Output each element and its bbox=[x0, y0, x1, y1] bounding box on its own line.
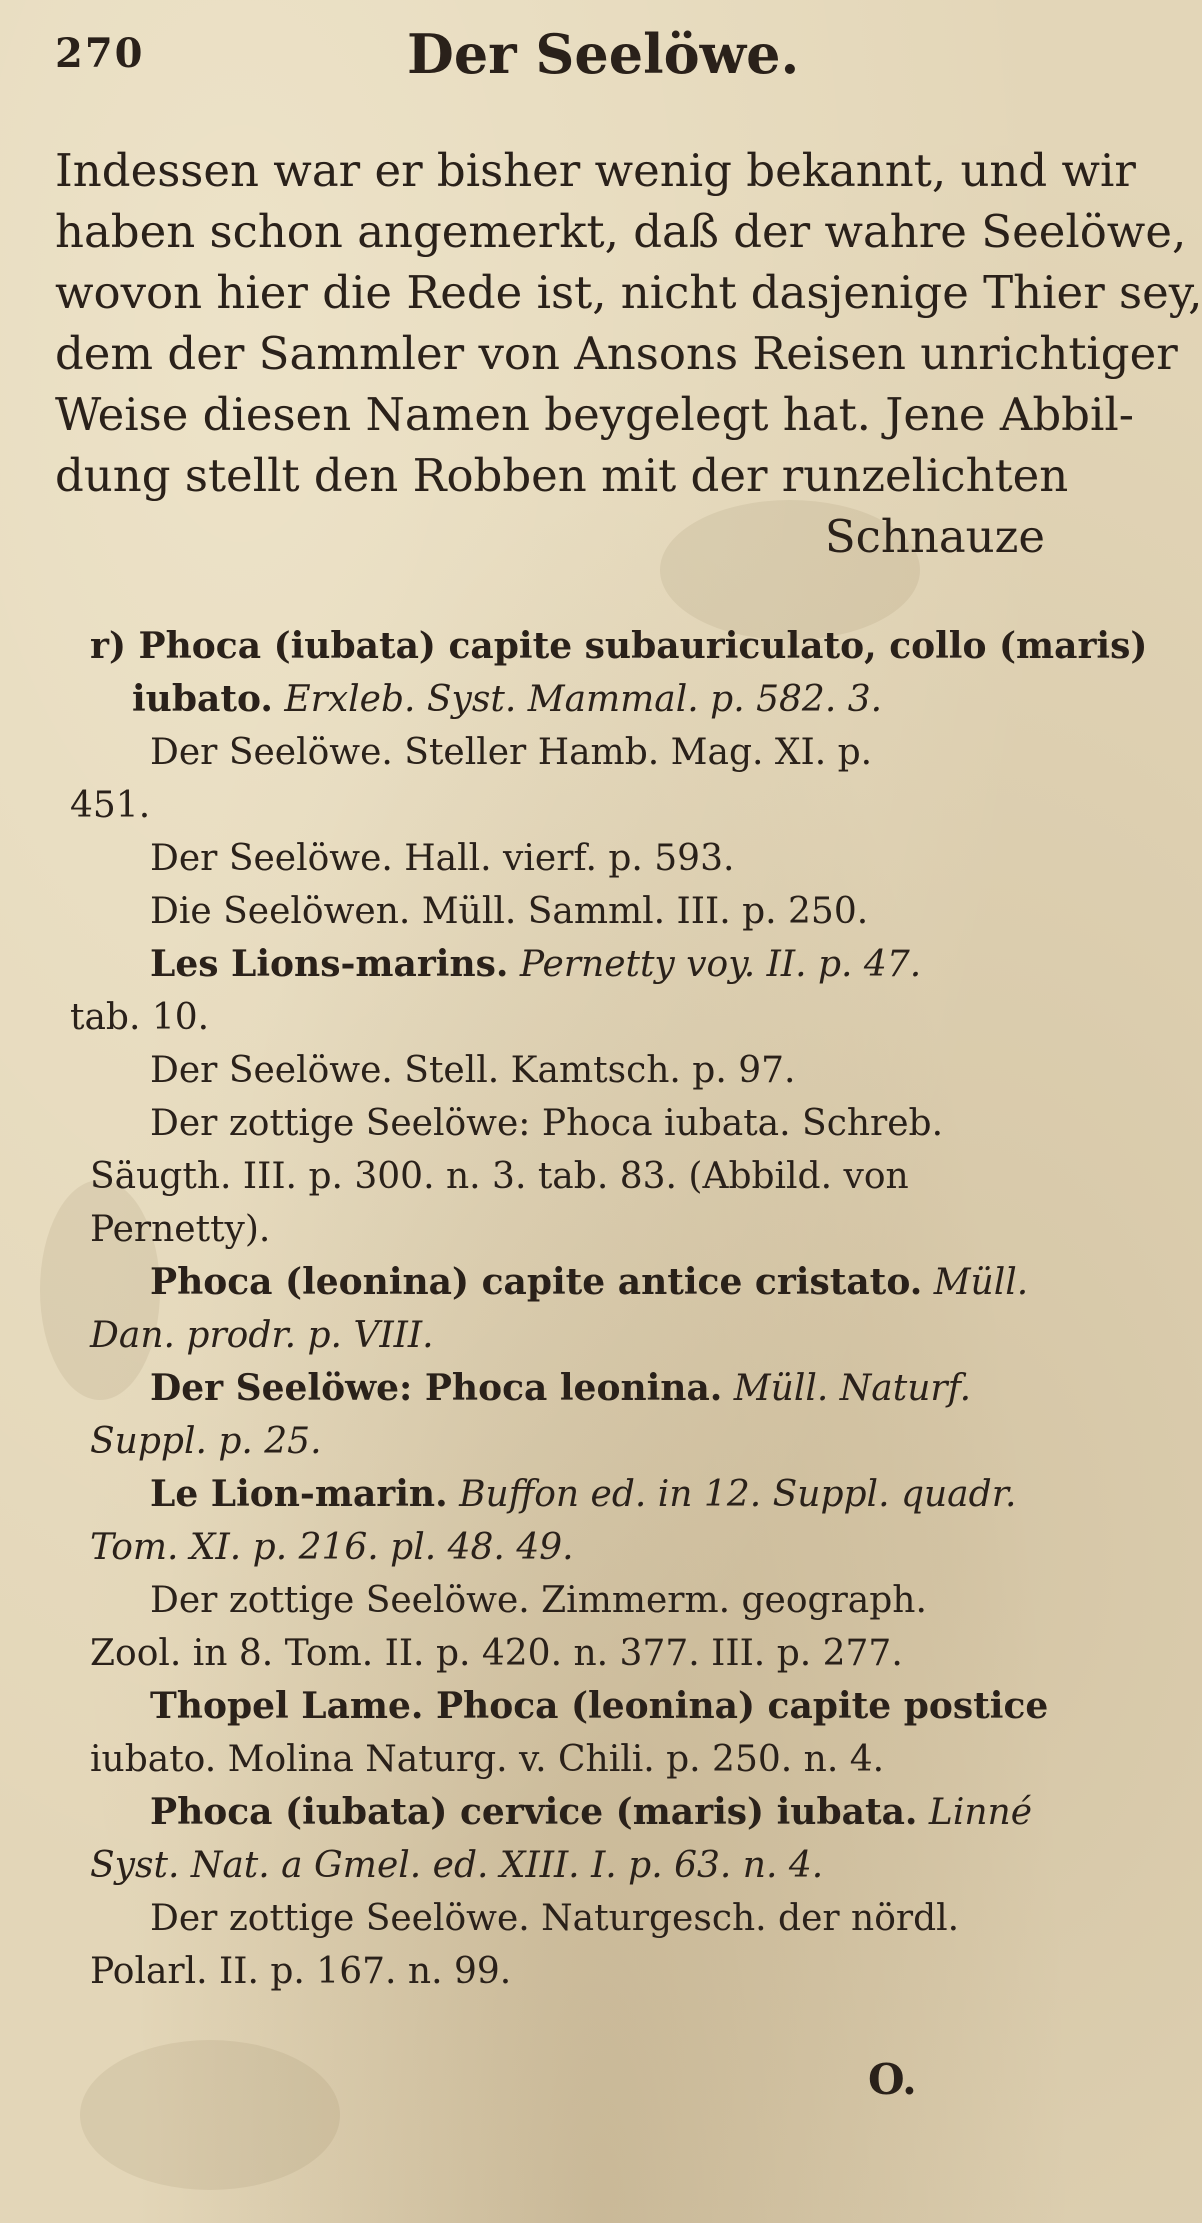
footnote-text: iubato. bbox=[132, 678, 273, 720]
footnote-line: Syst. Nat. a Gmel. ed. XIII. I. p. 63. n. 4. bbox=[90, 1845, 824, 1886]
footnote-citation: Linné bbox=[928, 1792, 1033, 1833]
footnote-line: Der Seelöwe. Hall. vierf. p. 593. bbox=[150, 838, 735, 879]
footnote-line: Pernetty). bbox=[90, 1209, 271, 1250]
footnote-line: Der Seelöwe. Stell. Kamtsch. p. 97. bbox=[150, 1050, 796, 1091]
footnote-line: 451. bbox=[70, 785, 151, 826]
text-line: dem der Sammler von Ansons Reisen unrichtiger bbox=[55, 327, 1178, 380]
footnote-citation: Pernetty voy. II. p. 47. bbox=[519, 944, 922, 985]
footnote-line: Säugth. III. p. 300. n. 3. tab. 83. (Abbild. von bbox=[90, 1156, 909, 1197]
footnote-line: Tom. XI. p. 216. pl. 48. 49. bbox=[90, 1527, 574, 1568]
footnote-line: r) Phoca (iubata) capite subauriculato, collo (maris) bbox=[90, 625, 1148, 667]
text-line: Schnauze bbox=[824, 510, 1045, 563]
text-line: wovon hier die Rede ist, nicht dasjenige Thier sey, bbox=[55, 266, 1202, 319]
main-text bbox=[55, 140, 1202, 567]
footnote-line: Polarl. II. p. 167. n. 99. bbox=[90, 1951, 512, 1992]
text-line: dung stellt den Robben mit der runzelichten bbox=[55, 449, 1069, 502]
footnote-text: Les Lions-marins. bbox=[150, 943, 509, 985]
footnote-line: iubato. Molina Naturg. v. Chili. p. 250. n. 4. bbox=[90, 1739, 885, 1780]
footnote-line: Der zottige Seelöwe. Zimmerm. geograph. bbox=[150, 1580, 927, 1621]
footnote-line: Der zottige Seelöwe: Phoca iubata. Schreb. bbox=[150, 1103, 944, 1144]
footnote-text: Der Seelöwe: Phoca leonina. bbox=[150, 1367, 723, 1409]
page-number: 270 bbox=[55, 30, 145, 77]
text-line: haben schon angemerkt, daß der wahre Seelöwe, bbox=[55, 205, 1187, 258]
catchword: O. bbox=[868, 2055, 917, 2104]
footnote-line: tab. 10. bbox=[70, 997, 210, 1038]
paper-stain bbox=[80, 2040, 340, 2190]
footnote-citation: Müll. bbox=[933, 1262, 1029, 1303]
text-line: Weise diesen Namen beygelegt hat. Jene Abbil- bbox=[55, 388, 1134, 441]
footnote-line: Dan. prodr. p. VIII. bbox=[90, 1315, 434, 1356]
footnote-line: Die Seelöwen. Müll. Samml. III. p. 250. bbox=[150, 891, 869, 932]
footnote-line: Zool. in 8. Tom. II. p. 420. n. 377. III. p. 277. bbox=[90, 1633, 903, 1674]
footnote-line: Der zottige Seelöwe. Naturgesch. der nördl. bbox=[150, 1898, 960, 1939]
page-header bbox=[55, 22, 815, 92]
footnotes bbox=[70, 620, 1148, 1998]
footnote-citation: Erxleb. Syst. Mammal. p. 582. 3. bbox=[284, 679, 883, 720]
text-line: Indessen war er bisher wenig bekannt, und wir bbox=[55, 144, 1136, 197]
footnote-line: Der Seelöwe. Steller Hamb. Mag. XI. p. bbox=[150, 732, 873, 773]
footnote-line: Thopel Lame. Phoca (leonina) capite postice bbox=[150, 1685, 1049, 1727]
footnote-line: Suppl. p. 25. bbox=[90, 1421, 322, 1462]
footnote-text: Le Lion-marin. bbox=[150, 1473, 448, 1515]
footnote-text: Phoca (leonina) capite antice cristato. bbox=[150, 1261, 923, 1303]
footnote-citation: Buffon ed. in 12. Suppl. quadr. bbox=[459, 1474, 1017, 1515]
footnote-text: Phoca (iubata) cervice (maris) iubata. bbox=[150, 1791, 918, 1833]
running-title: Der Seelöwe. bbox=[407, 22, 800, 86]
footnote-citation: Müll. Naturf. bbox=[733, 1368, 972, 1409]
